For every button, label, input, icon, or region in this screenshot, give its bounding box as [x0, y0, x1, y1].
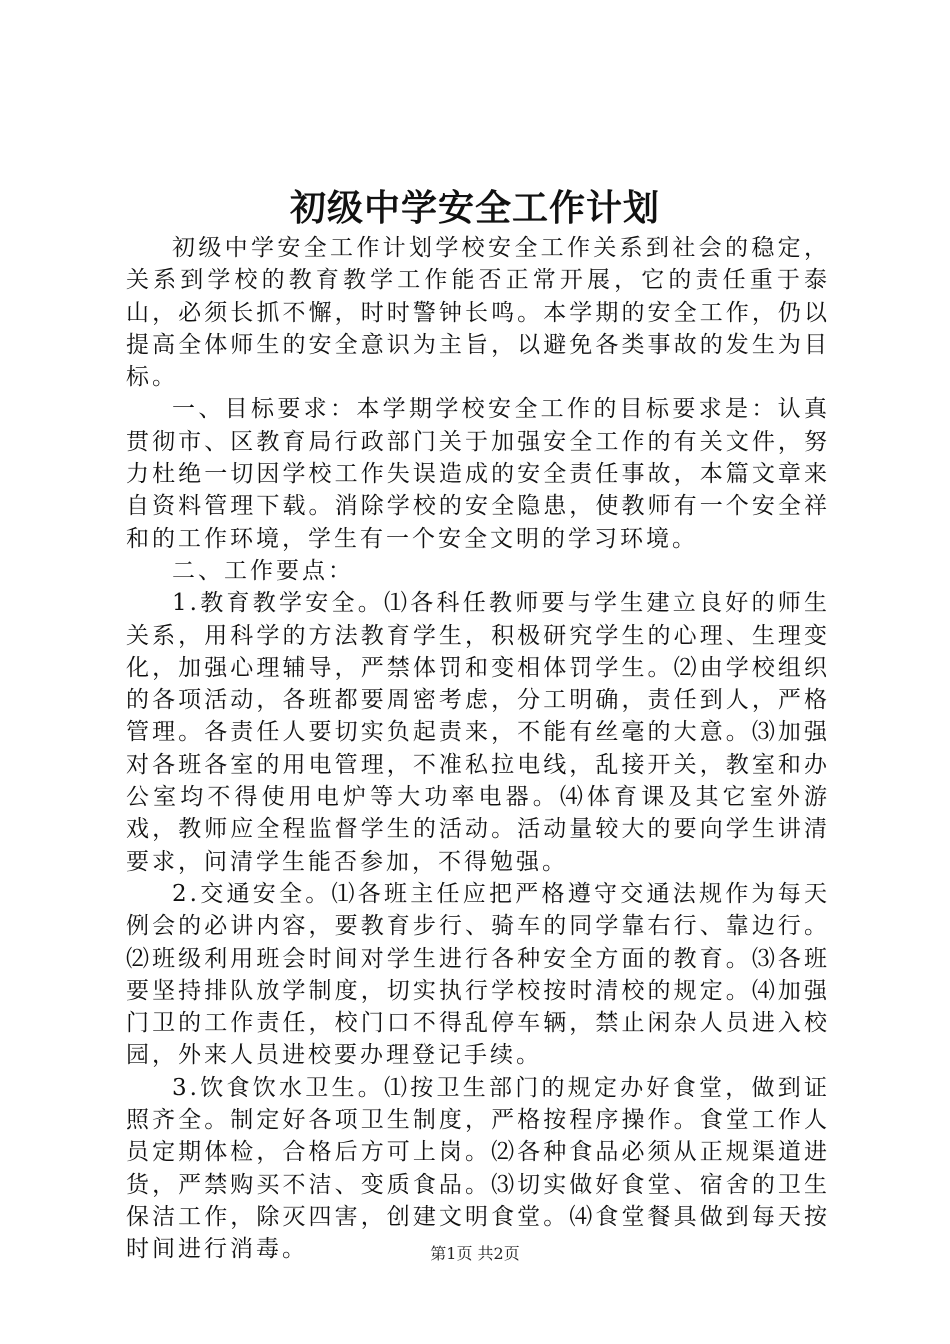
document-body: [126, 232, 830, 1266]
paragraph-teaching-safety: 1.教育教学安全。⑴各科任教师要与学生建立良好的师生关系，用科学的方法教育学生，积极研究学生的心理、生理变化，加强心理辅导，严禁体罚和变相体罚学生。⑵由学校组织的各项活动，各班都要周密考虑，分工明确，责任到人，严格管理。各责任人要切实负起责来，不能有丝毫的大意。⑶加强对各班各室的用电管理，不准私拉电线，乱接开关，教室和办公室均不得使用电炉等大功率电器。⑷体育课及其它室外游戏，教师应全程监督学生的活动。活动量较大的要向学生讲清要求，问清学生能否参加，不得勉强。: [126, 590, 830, 875]
paragraph-traffic-safety: 2.交通安全。⑴各班主任应把严格遵守交通法规作为每天例会的必讲内容，要教育步行、骑车的同学靠右行、靠边行。⑵班级利用班会时间对学生进行各种安全方面的教育。⑶各班要坚持排队放学制度，切实执行学校按时清校的规定。⑷加强门卫的工作责任，校门口不得乱停车辆，禁止闲杂人员进入校园，外来人员进校要办理登记手续。: [126, 880, 830, 1069]
paragraph-goals: 一、目标要求：本学期学校安全工作的目标要求是：认真贯彻市、区教育局行政部门关于加强安全工作的有关文件，努力杜绝一切因学校工作失误造成的安全责任事故，本篇文章来自资料管理下载。消除学校的安全隐患，使教师有一个安全祥和的工作环境，学生有一个安全文明的学习环境。: [126, 396, 830, 552]
document-title: 初级中学安全工作计划: [289, 187, 660, 229]
paragraph-intro: 初级中学安全工作计划学校安全工作关系到社会的稳定，关系到学校的教育教学工作能否正常开展，它的责任重于泰山，必须长抓不懈，时时警钟长鸣。本学期的安全工作，仍以提高全体师生的安全意识为主旨，以避免各类事故的发生为目标。: [126, 235, 830, 391]
page-number-footer: 第1页 共2页: [430, 1244, 520, 1263]
paragraph-food-hygiene: 3.饮食饮水卫生。⑴按卫生部门的规定办好食堂，做到证照齐全。制定好各项卫生制度，严格按程序操作。食堂工作人员定期体检，合格后方可上岗。⑵各种食品必须从正规渠道进货，严禁购买不洁、变质食品。⑶切实做好食堂、宿舍的卫生保洁工作，除灭四害，创建文明食堂。⑷食堂餐具做到每天按时间进行消毒。: [126, 1074, 830, 1263]
paragraph-key-points-heading: 二、工作要点：: [172, 557, 354, 584]
